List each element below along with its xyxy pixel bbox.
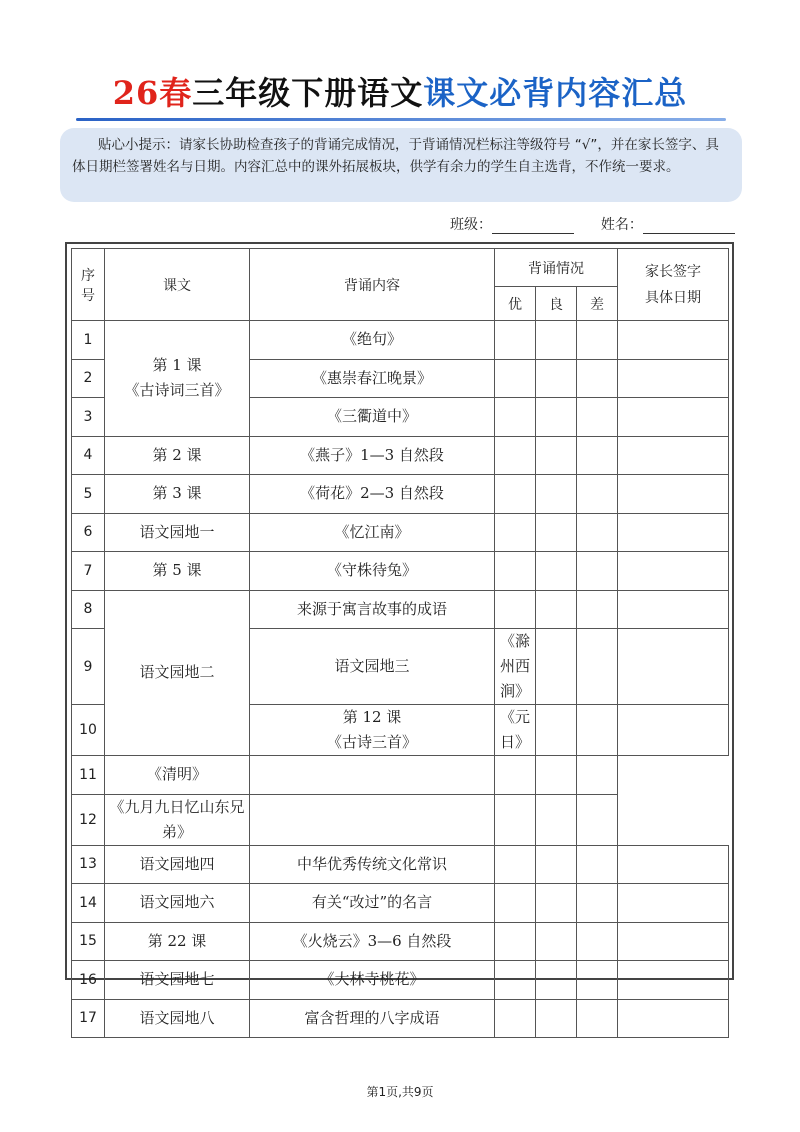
header-seq — [72, 249, 105, 321]
poor-cell[interactable] — [577, 552, 618, 591]
parent-signature-cell[interactable] — [618, 590, 729, 629]
poor-cell[interactable] — [577, 922, 618, 961]
lesson-cell — [105, 884, 250, 923]
good-cell[interactable] — [536, 590, 577, 629]
recitation-content: 来源于寓言故事的成语 — [250, 590, 495, 629]
row-number: 10 — [72, 705, 105, 756]
parent-signature-cell[interactable] — [618, 999, 729, 1038]
recitation-content: 中华优秀传统文化常识 — [250, 845, 495, 884]
table-row — [72, 475, 729, 514]
lesson-line1: 语文园地六 — [139, 893, 215, 912]
table-row — [72, 436, 729, 475]
good-cell[interactable] — [536, 884, 577, 923]
lesson-line1: 第 12 课 — [342, 708, 402, 726]
tip-box: 贴心小提示：请家长协助检查孩子的背诵完成情况，于背诵情况栏标注等级符号 “√”，并在家长签字、具体日期栏签署姓名与日期。内容汇总中的课外拓展板块，供学有余力的学生自主选背，不作统一要求。 — [60, 128, 742, 202]
lesson-line1: 语文园地七 — [139, 970, 215, 989]
poor-cell[interactable] — [577, 513, 618, 552]
row-number: 11 — [72, 756, 105, 795]
recitation-content: 《惠崇春江晚景》 — [250, 359, 495, 398]
table-row — [72, 845, 729, 884]
row-number: 14 — [72, 884, 105, 923]
excellent-cell[interactable] — [495, 475, 536, 514]
parent-signature-cell[interactable] — [618, 552, 729, 591]
recitation-content: 有关“改过”的名言 — [250, 884, 495, 923]
table-row — [72, 922, 729, 961]
parent-signature-cell[interactable] — [577, 756, 618, 795]
poor-cell[interactable] — [577, 590, 618, 629]
lesson-cell — [105, 436, 250, 475]
page-title — [0, 68, 800, 114]
good-cell[interactable] — [536, 436, 577, 475]
lesson-line1: 第 2 课 — [152, 445, 202, 464]
recitation-content: 《燕子》1—3 自然段 — [250, 436, 495, 475]
table-row — [72, 794, 729, 845]
recitation-content: 《守株待兔》 — [250, 552, 495, 591]
excellent-cell[interactable] — [495, 845, 536, 884]
lesson-line1: 第 3 课 — [152, 484, 202, 503]
title-grade: 三年级下册语文 — [192, 74, 424, 112]
excellent-cell[interactable] — [495, 321, 536, 360]
recitation-content: 富含哲理的八字成语 — [250, 999, 495, 1038]
excellent-cell[interactable] — [495, 999, 536, 1038]
good-cell[interactable] — [536, 845, 577, 884]
good-cell[interactable] — [536, 961, 577, 1000]
excellent-cell[interactable] — [495, 398, 536, 437]
table-row — [72, 756, 729, 795]
good-cell[interactable] — [536, 552, 577, 591]
excellent-cell[interactable] — [495, 884, 536, 923]
lesson-line1: 第 1 课 — [152, 356, 202, 375]
excellent-cell[interactable] — [495, 552, 536, 591]
class-name-line — [450, 214, 735, 234]
good-cell[interactable] — [536, 475, 577, 514]
table-row — [72, 590, 729, 629]
parent-signature-cell[interactable] — [618, 845, 729, 884]
lesson-cell — [250, 629, 495, 705]
header-parent-line1: 家长签字 — [645, 263, 701, 280]
lesson-line1: 第 22 课 — [147, 931, 207, 950]
parent-signature-cell[interactable] — [618, 359, 729, 398]
parent-signature-cell[interactable] — [618, 321, 729, 360]
good-cell[interactable] — [495, 756, 536, 795]
table-row — [72, 552, 729, 591]
lesson-cell — [105, 961, 250, 1000]
lesson-cell — [105, 845, 250, 884]
recitation-content: 《元日》 — [495, 705, 536, 756]
lesson-line2: 《古诗三首》 — [326, 733, 417, 751]
class-blank[interactable] — [492, 217, 574, 234]
row-number: 17 — [72, 999, 105, 1038]
recitation-content: 《火烧云》3—6 自然段 — [250, 922, 495, 961]
table-row — [72, 321, 729, 360]
lesson-line1: 第 5 课 — [152, 561, 202, 580]
excellent-cell[interactable] — [536, 629, 577, 705]
title-year: 26春 — [112, 74, 193, 112]
header-seq-line1: 序 — [81, 267, 95, 284]
recitation-content: 《绝句》 — [250, 321, 495, 360]
row-number: 13 — [72, 845, 105, 884]
good-cell[interactable] — [536, 359, 577, 398]
lesson-cell — [105, 922, 250, 961]
excellent-cell[interactable] — [495, 436, 536, 475]
poor-cell[interactable] — [577, 321, 618, 360]
lesson-cell — [105, 513, 250, 552]
poor-cell[interactable] — [536, 794, 577, 845]
good-cell[interactable] — [536, 321, 577, 360]
excellent-cell[interactable] — [536, 705, 577, 756]
lesson-cell — [105, 475, 250, 514]
poor-cell[interactable] — [577, 436, 618, 475]
lesson-line1: 语文园地三 — [334, 657, 410, 675]
poor-cell[interactable] — [577, 398, 618, 437]
parent-signature-cell[interactable] — [618, 436, 729, 475]
header-parent-line2: 具体日期 — [645, 289, 701, 306]
parent-signature-cell[interactable] — [618, 961, 729, 1000]
good-cell[interactable] — [536, 398, 577, 437]
row-number: 12 — [72, 794, 105, 845]
header-content: 背诵内容 — [250, 249, 495, 321]
recitation-content: 《大林寺桃花》 — [250, 961, 495, 1000]
parent-signature-cell[interactable] — [618, 922, 729, 961]
recitation-content: 《九月九日忆山东兄弟》 — [105, 794, 250, 845]
row-number: 15 — [72, 922, 105, 961]
excellent-cell[interactable] — [495, 359, 536, 398]
class-label: 班级： — [450, 217, 492, 233]
header-excellent: 优 — [495, 287, 536, 321]
excellent-cell[interactable] — [495, 513, 536, 552]
good-cell[interactable] — [536, 922, 577, 961]
table-row — [72, 961, 729, 1000]
lesson-line1: 语文园地二 — [139, 663, 215, 682]
title-underline — [76, 118, 726, 121]
poor-cell[interactable] — [618, 705, 729, 756]
page-footer: 第1页,共9页 — [366, 1085, 434, 1099]
name-label: 姓名： — [600, 217, 643, 233]
excellent-cell[interactable] — [250, 756, 495, 795]
poor-cell[interactable] — [577, 999, 618, 1038]
name-blank[interactable] — [643, 217, 735, 234]
row-number: 2 — [72, 359, 105, 398]
excellent-cell[interactable] — [250, 794, 495, 845]
table-row — [72, 513, 729, 552]
excellent-cell[interactable] — [495, 961, 536, 1000]
lesson-line1: 语文园地四 — [139, 854, 215, 873]
row-number: 3 — [72, 398, 105, 437]
good-cell[interactable] — [495, 794, 536, 845]
poor-cell[interactable] — [536, 756, 577, 795]
lesson-cell — [250, 705, 495, 756]
lesson-line1: 语文园地一 — [139, 522, 215, 541]
header-lesson: 课文 — [105, 249, 250, 321]
parent-signature-cell[interactable] — [618, 513, 729, 552]
row-number: 4 — [72, 436, 105, 475]
parent-signature-cell[interactable] — [618, 884, 729, 923]
header-status: 背诵情况 — [495, 249, 618, 287]
recitation-content: 《荷花》2—3 自然段 — [250, 475, 495, 514]
row-number: 7 — [72, 552, 105, 591]
lesson-cell — [105, 999, 250, 1038]
header-parent — [618, 249, 729, 321]
lesson-line1: 语文园地八 — [139, 1008, 215, 1027]
row-number: 9 — [72, 629, 105, 705]
header-seq-line2: 号 — [81, 287, 95, 304]
lesson-cell — [105, 552, 250, 591]
table-row — [72, 999, 729, 1038]
recitation-content: 《三衢道中》 — [250, 398, 495, 437]
row-number: 8 — [72, 590, 105, 629]
poor-cell[interactable] — [577, 884, 618, 923]
good-cell[interactable] — [536, 513, 577, 552]
row-number: 16 — [72, 961, 105, 1000]
parent-signature-cell[interactable] — [577, 794, 618, 845]
lesson-cell — [105, 321, 250, 437]
header-poor: 差 — [577, 287, 618, 321]
recitation-content: 《忆江南》 — [250, 513, 495, 552]
row-number: 5 — [72, 475, 105, 514]
poor-cell[interactable] — [577, 359, 618, 398]
poor-cell[interactable] — [577, 475, 618, 514]
recitation-content: 《清明》 — [105, 756, 250, 795]
poor-cell[interactable] — [577, 961, 618, 1000]
row-number: 1 — [72, 321, 105, 360]
header-good: 良 — [536, 287, 577, 321]
good-cell[interactable] — [536, 999, 577, 1038]
excellent-cell[interactable] — [495, 922, 536, 961]
row-number: 6 — [72, 513, 105, 552]
table-row — [72, 884, 729, 923]
lesson-line2: 《古诗词三首》 — [124, 381, 230, 400]
good-cell[interactable] — [577, 629, 618, 705]
title-topic: 课文必背内容汇总 — [423, 74, 688, 112]
excellent-cell[interactable] — [495, 590, 536, 629]
poor-cell[interactable] — [577, 845, 618, 884]
parent-signature-cell[interactable] — [618, 398, 729, 437]
good-cell[interactable] — [577, 705, 618, 756]
recitation-content: 《滁州西涧》 — [495, 629, 536, 705]
recitation-table — [71, 248, 729, 1038]
lesson-cell — [105, 590, 250, 756]
poor-cell[interactable] — [618, 629, 729, 705]
parent-signature-cell[interactable] — [618, 475, 729, 514]
